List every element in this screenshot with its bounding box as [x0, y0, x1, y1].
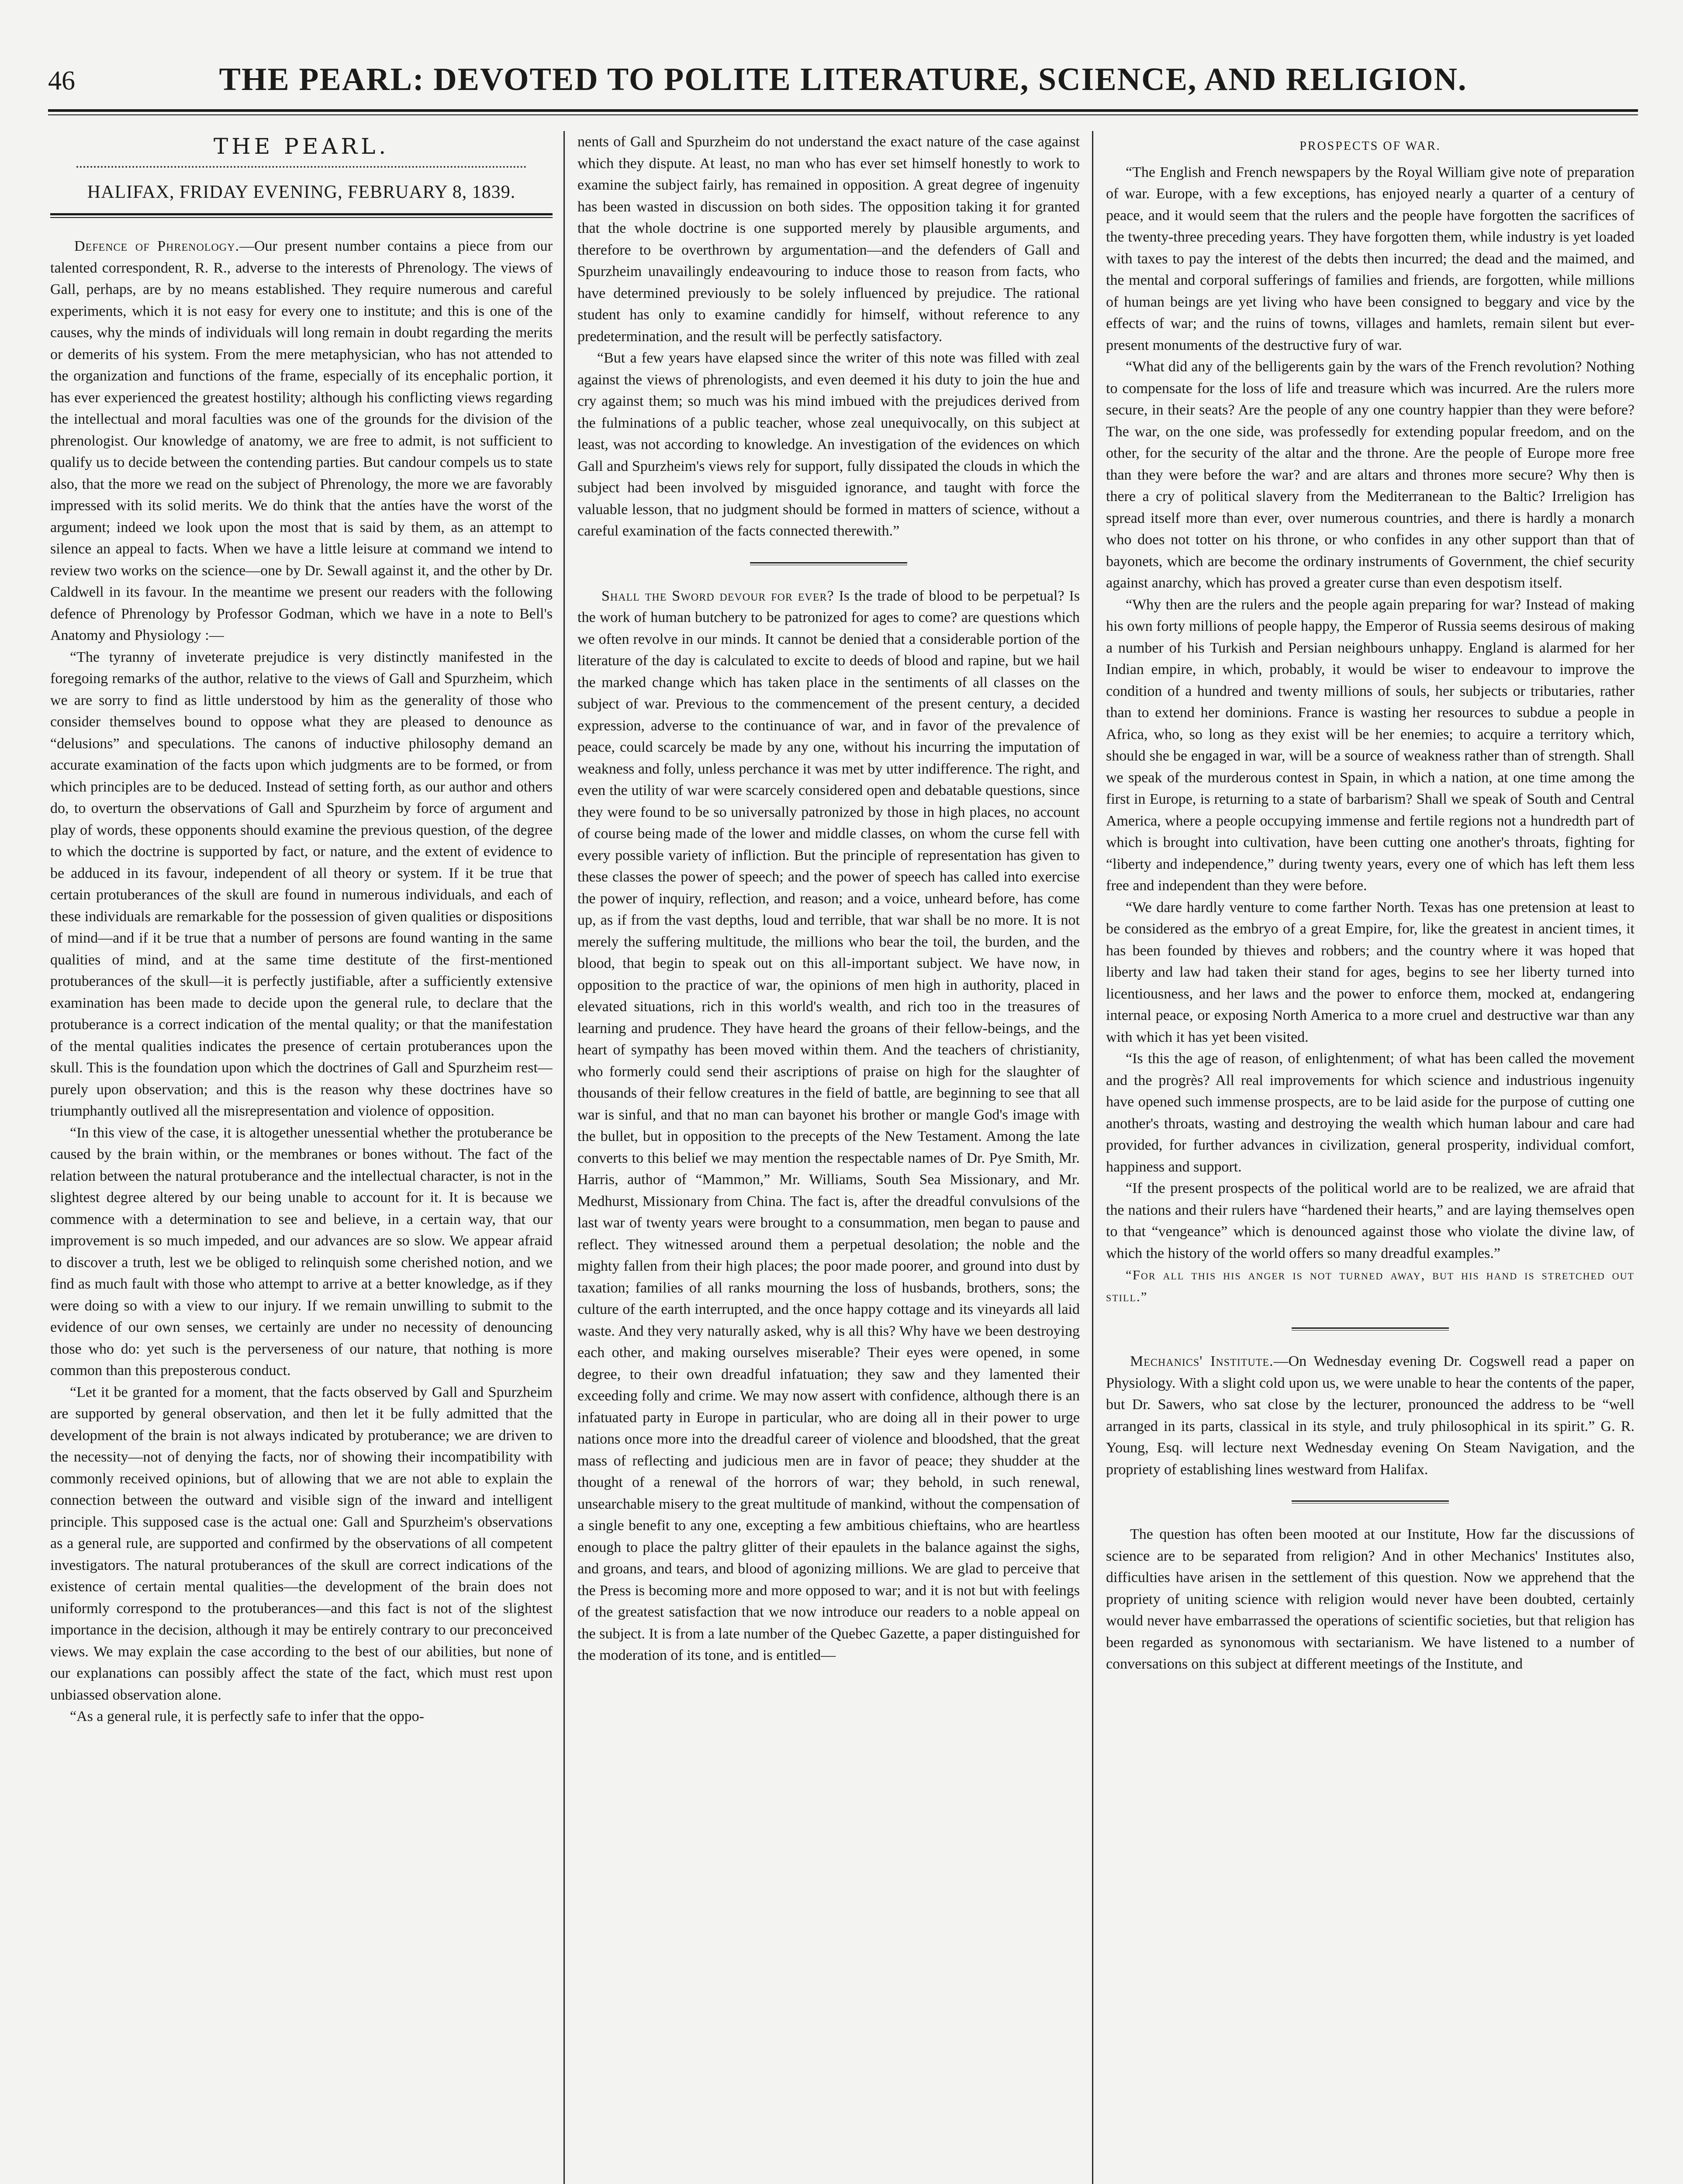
paragraph: “We dare hardly venture to come farther North. Texas has one pretension at least to be considered as the embryo of a great Empire, for, like the greatest in ancient times, it has been founded by thieves and robbers; and the country where it was hoped that liberty and law had taken their stand for ages, begins to see her liberty turned into licentiousness, and her laws and the power to enforce them, mocked at, endangering internal peace, or exposing North America to a more cruel and destructive war than any with which it has yet been visited.	[1106, 899, 1635, 1045]
paragraph-text: Is the trade of blood to be perpetual? Is the work of human butchery to be patronized for ages to come? are questions which we often revolve in our minds. It cannot be denied that a considerable portion of the literature of the day is calculated to excite to deeds of blood and rapine, but we hail the marked change which has taken place in the sentiments of all classes on the subject of war. Previous to the commencement of the present century, a decided expression, adverse to the continuance of war, and in favor of the prevalence of peace, could scarcely be made by any one, without his incurring the imputation of weakness and folly, unless perchance it was met by utter indifference. The right, and even the utility of war were scarcely considered open and debatable questions, since they were found to be so universally patronized by those in high places, no account of course being made of the lower and middle classes, on whom the curse fell with every possible variety of infliction. But the principle of representation has given to these classes the power of speech; and the power of speech has called into exercise the power of inquiry, reflection, and reason; and a voice, unheard before, has come up, as if from the vast depths, loud and terrible, that war shall be no more. It is not merely the suffering multitude, the millions who bear the toil, the burden, and the blood, that begin to speak out on this all-important subject. We have now, in opposition to the practice of war, the opinions of men high in authority, placed in elevated situations, rich in this world's wealth, and rich too in the treasures of learning and prudence. They have heard the groans of their fellow-beings, and the heart of sympathy has been moved within them. And the teachers of christianity, who formerly could send their ascriptions of praise on high for the slaughter of thousands of their fellow creatures in the field of battle, are beginning to see that all war is sinful, and that no man can bayonet his brother or mangle God's image with the bullet, but in opposition to the precepts of the New Testament. Among the late converts to this belief we may mention the respectable names of Dr. Pye Smith, Mr. Harris, author of “Mammon,” Mr. Williams, South Sea Missionary, and Mr. Medhurst, Missionary from China. The fact is, after the dreadful convulsions of the last war of twenty years were brought to a consummation, men began to pause and reflect. They witnessed around them a perpetual desolation; the noble and the mighty fallen from their high places; the poor made poorer, and ground into dust by taxation; families of all ranks mourning the loss of husbands, brothers, sons; the culture of the earth interrupted, and the once happy cottage and its vineyards all laid waste. And they very naturally asked, why is all this? Why have we been destroying each other, and making ourselves miserable? Their eyes were opened, in some degree, to their own dreadful infatuation; they saw and they lamented their exceeding folly and crime. We may now assert with confidence, although there is an infatuated party in Europe in particular, who are doing all in their power to urge nations once more into the dreadful career of violence and bloodshed, that the great mass of reflecting and judicious men are in favor of peace; they shudder at the thought of a renewal of the horrors of war; they behold, in such renewal, unsearchable misery to the great multitude of mankind, without the compensation of a single benefit to any one, excepting a few ambitious chieftains, who are heartless enough to place the paltry glitter of their epaulets in the balance against the sighs, and groans, and tears, and blood of agonizing millions. We are glad to perceive that the Press is becoming more and more opposed to war; and it is not but with feelings of the greatest satisfaction that we now introduce our readers to a noble appeal on the subject. It is from a late number of the Quebec Gazette, a paper distinguished for the moderation of its tone, and is entitled—	[577, 587, 1080, 1663]
header-rule-thin	[48, 114, 1638, 115]
masthead-title: THE PEARL: DEVOTED TO POLITE LITERATURE, SCIENCE, AND RELIGION.	[219, 62, 1467, 97]
paragraph: “In this view of the case, it is altogether unessential whether the protuberance be caused by the brain within, or the membranes or bones without. The fact of the relation between the natural protuberance and the intellectual character, is not in the slightest degree altered by our being unable to account for it. It is because we commence with a determination to see and believe, in a certain way, that our improvement is so much impeded, and our advances are so slow. We appear afraid to discover a truth, lest we be obliged to relinquish some cherished notion, and we find as much fault with those who attempt to arrive at a better knowledge, as if they were doing so with a view to our injury. If we remain unwilling to submit to the evidence of our own senses, we certainly are under no necessity of denouncing those who do: yet such is the perverseness of our nature, that nothing is more common than this preposterous conduct.	[50, 1124, 553, 1379]
scripture-quote: “For all this his anger is not turned away, but his hand is stretched out still.”	[1106, 1267, 1635, 1304]
column-3	[1106, 131, 1635, 2184]
paragraph: “Why then are the rulers and the people again preparing for war? Instead of making his own forty millions of people happy, the Emperor of Russia seems desirous of making a number of his Turkish and Persian neighbours unhappy. England is alarmed for her Indian empire, in which, probably, it would be wiser to endeavour to improve the condition of a hundred and twenty millions of souls, her subjects or tributaries, rather than to extend her dominions. France is wasting her resources to subdue a people in Africa, who, so long as they exist will be her enemies; to acquire a territory which, should she be engaged in war, will be a source of weakness rather than of strength. Shall we speak of the murderous contest in Spain, in which a nation, at one time among the first in Europe, is returning to a state of barbarism? Shall we speak of South and Central America, where a people occupying immense and fertile regions not a hundredth part of which is brought into cultivation, have been cutting one another's throats, fighting for “liberty and independence,” during twenty years, every one of which has left them less free and independent than they were before.	[1106, 596, 1635, 894]
paragraph-text: —Our present number contains a piece from our talented correspondent, R. R., adverse to the interests of Phrenology. The views of Gall, perhaps, are by no means established. They require numerous and careful experiments, which it is not easy for every one to institute; and this is one of the causes, why the minds of individuals will long remain in doubt regarding the merits or demerits of his system. From the mere metaphysician, who has not attended to the organization and functions of the frame, especially of its encephalic portion, it has ever experienced the greatest hostility; although his conflicting views regarding the intellectual and moral faculties was one of the grounds for the division of the phrenologist. Our knowledge of anatomy, we are free to admit, is not sufficient to qualify us to decide between the contending parties. But candour compels us to state also, that the more we read on the subject of Phrenology, the more we are favorably impressed with its solid merits. We do think that the antíes have the worst of the argument; indeed we look upon the most that is said by them, as an attempt to silence an appeal to facts. When we have a little leisure at command we intend to review two works on the science—one by Dr. Sewall against it, and the other by Dr. Caldwell in its favour. In the meantime we present our readers with the following defence of Phrenology by Professor Godman, which we have in a note to Bell's Anatomy and Physiology :—	[50, 238, 553, 643]
dotted-rule	[76, 166, 526, 169]
column-1	[50, 131, 553, 2184]
article-lead: Defence of Phrenology.	[74, 238, 239, 254]
paragraph: “The English and French newspapers by the Royal William give note of preparation of war. Europe, with a few exceptions, has enjoyed nearly a quarter of a century of peace, and it would seem that the rulers and the people have forgotten the sacrifices of the twenty-three preceding years. They have forgotten them, while industry is yet loaded with taxes to pay the interest of the debts then incurred; the dead and the maimed, and the mental and corporal sufferings of families and friends, are forgotten, while millions of human beings are yet living who have been consigned to beggary and vice by the effects of war; and the ruins of towns, villages and hamlets, remain silent but ever-present monuments of the destructive fury of war.	[1106, 164, 1635, 353]
column-divider	[563, 131, 565, 2184]
paragraph: “But a few years have elapsed since the writer of this note was filled with zeal against the views of phrenologists, and even deemed it his duty to join the hue and cry against them; so much was his mind imbued with the prejudices derived from the fulminations of a public teacher, whose zeal unequivocally, on this subject at least, was not according to knowledge. An investigation of the evidences on which Gall and Spurzheim's views rely for support, fully dissipated the clouds in which the subject had been involved by misguided ignorance, and taught with force the valuable lesson, that no judgment should be formed in matters of science, without a careful examination of the facts connected therewith.”	[577, 350, 1080, 539]
running-head	[48, 61, 1638, 109]
paragraph: “Is this the age of reason, of enlightenment; of what has been called the movement and the progrès? All real improvements for which science and industrious ingenuity have opened such immense prospects, are to be laid aside for the purpose of cutting one another's throats, wasting and destroying the wealth which human labour and care had provided, for further advances in civilization, general prosperity, individual comfort, happiness and support.	[1106, 1051, 1635, 1175]
article-sword	[577, 585, 1080, 1666]
paragraph: “Let it be granted for a moment, that the facts observed by Gall and Spurzheim are supported by general observation, and then let it be fully admitted that the development of the brain is not always indicated by protuberance; we are driven to the necessity—not of denying the facts, nor of showing their incompatibility with commonly received opinions, but of allowing that we are not able to explain the connection between the outward and visible sign of the inward and intelligent principle. This supposed case is the actual one: Gall and Spurzheim's observations as a general rule, are supported and confirmed by the observations of all competent investigators. The natural protuberances of the skull are correct indications of the existence of certain mental qualities—the development of the brain does not uniformly correspond to the protuberances—and this fact is not of the slightest importance in the decision, although it may be entirely contrary to our preconceived views. We may explain the case according to the best of our abilities, but none of our explanations can possibly affect the state of the fact, which must rest upon unbiassed observation alone.	[50, 1384, 553, 1703]
paragraph: “If the present prospects of the political world are to be realized, we are afraid that the nations and their rulers have “hardened their hearts,” and are laying themselves open to that “vengeance” which is denounced against those who violate the divine law, of which the history of the world offers so many dreadful examples.”	[1106, 1180, 1635, 1261]
paragraph: nents of Gall and Spurzheim do not understand the exact nature of the case against which they dispute. At least, no man who has ever set himself honestly to work to examine the subject fairly, has remained in opposition. A great degree of ingenuity has been wasted in discussion on both sides. The opposition taking it for granted that the whole doctrine is one supported merely by plausible arguments, and therefore to be overthrown by argumentation—and the defenders of Gall and Spurzheim unavailingly endeavouring to induce those to reason from facts, who have determined previously to be solely influenced by prejudice. The rational student has only to examine candidly for himself, without reference to any predetermination, and the result will be perfectly satisfactory.	[577, 134, 1080, 345]
section-divider	[750, 562, 907, 565]
article-mechanics-institute	[1106, 1351, 1635, 1480]
dateline: HALIFAX, FRIDAY EVENING, FEBRUARY 8, 1839.	[87, 182, 516, 202]
paragraph-text: —On Wednesday evening Dr. Cogswell read a paper on Physiology. With a slight cold upon us, we were unable to hear the contents of the paper, but Dr. Sawers, who sat close by the lecturer, pronounced the address to be “well arranged in its parts, classical in its style, and truly philosophical in its spirit.” G. R. Young, Esq. will lecture next Wednesday evening On Steam Navigation, and the propriety of establishing lines westward from Halifax.	[1106, 1353, 1635, 1478]
double-rule	[50, 213, 553, 218]
section-heading: PROSPECTS OF WAR.	[1299, 139, 1441, 153]
paragraph: The question has often been mooted at our Institute, How far the discussions of science are to be separated from religion? And in other Mechanics' Institutes also, difficulties have arisen in the settlement of this question. Now we apprehend that the propriety of uniting science with religion would never have been doubted, certainly would never have embarrassed the operations of scientific societies, but that religion has been regarded as synonomous with sectarianism. We have listened to a number of conversations on this subject at different meetings of the Institute, and	[1106, 1526, 1635, 1672]
column-2	[577, 131, 1080, 2184]
paragraph: “As a general rule, it is perfectly safe to infer that the oppo-	[70, 1708, 424, 1724]
column-divider	[1092, 131, 1093, 2184]
page-number: 46	[48, 66, 75, 96]
paragraph: “The tyranny of inveterate prejudice is very distinctly manifested in the foregoing remarks of the author, relative to the views of Gall and Spurzheim, which we are sorry to find as little understood by him as the generality of those who consider themselves bound to oppose what they are pleased to denounce as “delusions” and speculations. The canons of inductive philosophy demand an accurate examination of the facts upon which judgments are to be formed, or from which principles are to be deduced. Instead of setting forth, as our author and others do, to overturn the observations of Gall and Spurzheim by force of argument and play of words, these opponents should examine the previous question, of the degree to which the doctrine is supported by fact, or nature, and the extent of evidence to be adduced in its favour, independent of all theory or system. If it be true that certain protuberances of the skull are found in numerous individuals, and each of these individuals are remarkable for the possession of given qualities or dispositions of mind—and if it be true that a number of persons are found wanting in the same qualities of mind, and at the same time destitute of the first-mentioned protuberances of the skull—it is perfectly justifiable, after a sufficiently extensive examination has been made to decide upon the general rule, to declare that the protuberance is a correct indication of the mental quality; or that the manifestation of the mental qualities indicates the presence of certain protuberances upon the skull. This is the foundation upon which the doctrines of Gall and Spurzheim rest—purely upon observation; and this is the reason why these doctrines have so triumphantly outlived all the misrepresentation and violence of opposition.	[50, 649, 553, 1119]
paragraph: “What did any of the belligerents gain by the wars of the French revolution? Nothing to compensate for the loss of life and treasure which was incurred. Are the rulers more secure, in their seats? Are the people of any one country happier than they were before? The war, on the one side, was professedly for extending popular freedom, and on the other, for the security of the altar and the throne. Are the people of Europe more free than they were before the war? and are altars and thrones more secure? Why then is there a cry of political slavery from the Mediterranean to the Baltic? Irreligion has spread itself more than ever, over numerous countries, and there is hardly a monarch who does not totter on his throne, or who confides in any other support than that of bayonets, which are become the ordinary instruments of Government, the chief security against anarchy, which has proved a greater curse than even despotism itself.	[1106, 359, 1635, 591]
header-rule	[48, 109, 1638, 112]
paper-name: THE PEARL.	[213, 134, 390, 159]
section-divider	[1292, 1500, 1449, 1503]
article-phrenology-intro	[50, 235, 553, 646]
article-lead: Mechanics' Institute.	[1130, 1353, 1274, 1369]
section-divider	[1292, 1327, 1449, 1330]
article-lead: Shall the Sword devour for ever?	[601, 587, 834, 604]
